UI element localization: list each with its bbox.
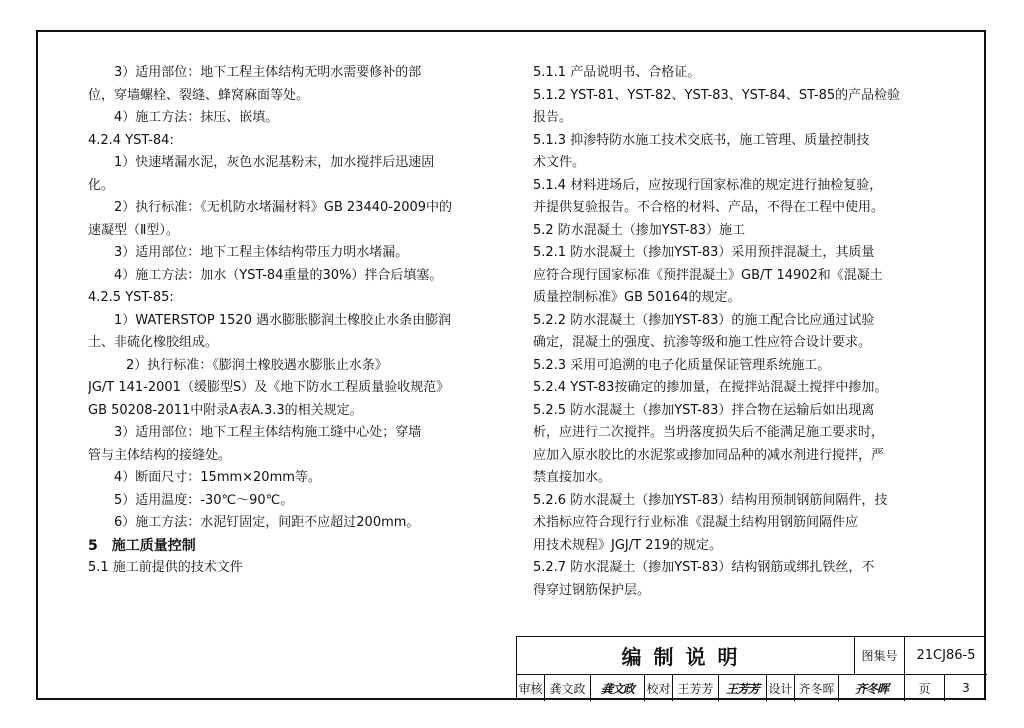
text-line: 5.2.1 防水混凝土（掺加YST-83）采用预拌混凝土，其质量 (533, 245, 875, 260)
text-line: 5.1.2 YST-81、YST-82、YST-83、YST-84、ST-85的产品检验 (533, 87, 901, 103)
text-line: 3）适用部位：地下工程主体结构无明水需要修补的部 (114, 65, 422, 80)
text-line: 土、非硫化橡胶组成。 (88, 335, 219, 350)
text-line: 应加入原水胶比的水泥浆或掺加同品种的减水剂进行搅拌，严 (533, 447, 885, 463)
text-line: 确定，混凝土的强度、抗渗等级和施工性应符合设计要求。 (533, 335, 872, 350)
text-line: 3）适用部位：地下工程主体结构施工缝中心处；穿墙 (114, 425, 422, 440)
text-line: 6）施工方法：水泥钉固定，间距不应超过200mm。 (114, 515, 420, 530)
text-line: 4）断面尺寸：15mm×20mm等。 (114, 470, 321, 485)
text-line: 术指标应符合现行行业标准《混凝土结构用钢筋间隔件应 (533, 515, 859, 530)
text-line: 得穿过钢筋保护层。 (533, 582, 651, 598)
sheet-title: 编制说明 (517, 637, 855, 675)
page-number: 3 (962, 681, 970, 695)
title-block (516, 636, 986, 700)
text-line: 用技术规程》JGJ/T 219的规定。 (533, 537, 723, 553)
review-label: 审核 (517, 675, 545, 701)
text-line: 析，应进行二次搅拌。当坍落度损失后不能满足施工要求时， (533, 425, 885, 440)
text-line: 报告。 (533, 110, 573, 125)
page-label: 页 (905, 675, 945, 701)
text-line: 位，穿墙螺栓、裂缝、蜂窝麻面等处。 (88, 87, 310, 103)
text-line: 4）施工方法：抹压、嵌填。 (114, 110, 279, 125)
text-line: 5.2.6 防水混凝土（掺加YST-83）结构用预制钢筋间隔件，技 (533, 492, 888, 508)
text-line: 5）适用温度：-30℃～90℃。 (114, 492, 294, 508)
text-line: 5.1.4 材料进场后，应按现行国家标准的规定进行抽检复验， (533, 177, 883, 193)
text-line: 质量控制标准》GB 50164的规定。 (533, 290, 741, 305)
reviewer-signature: 龚文政 (591, 675, 645, 701)
text-line: 5.1.1 产品说明书、合格证。 (533, 65, 701, 80)
right-column (533, 62, 943, 602)
reviewer-name: 龚文政 (545, 675, 591, 701)
text-line: 应符合现行国家标准《预拌混凝土》GB/T 14902和《混凝土 (533, 267, 883, 283)
text-line: JG/T 141-2001（缓膨型S）及《地下防水工程质量验收规范》 (88, 380, 450, 395)
text-line: 1）快速堵漏水泥，灰色水泥基粉末，加水搅拌后迅速固 (114, 155, 435, 170)
text-line: 化。 (88, 177, 115, 193)
section-heading: 4.2.4 YST-84: (88, 132, 174, 148)
text-line: GB 50208-2011中附录A表A.3.3的相关规定。 (88, 402, 363, 418)
text-line: 4）施工方法：加水（YST-84重量的30%）拌合后填塞。 (114, 267, 443, 283)
text-line: 5.2.3 采用可追溯的电子化质量保证管理系统施工。 (533, 357, 831, 373)
text-line: 速凝型（Ⅱ型）。 (88, 222, 179, 238)
designer-name: 齐冬晖 (795, 675, 839, 701)
left-column (88, 62, 502, 580)
text-line: 1）WATERSTOP 1520 遇水膨胀膨润土橡胶止水条由膨润 (114, 312, 452, 328)
section-heading: 4.2.5 YST-85: (88, 290, 174, 305)
checker-name: 王芳芳 (673, 675, 719, 701)
designer-signature: 齐冬晖 (839, 675, 905, 701)
section-heading: 5.1 施工前提供的技术文件 (88, 560, 243, 575)
text-line: 5.2.2 防水混凝土（掺加YST-83）的施工配合比应通过试验 (533, 312, 875, 328)
section-heading: 5.2 防水混凝土（掺加YST-83）施工 (533, 222, 745, 238)
text-line: 5.2.4 YST-83按确定的掺加量，在搅拌站混凝土搅拌中掺加。 (533, 380, 888, 395)
text-line: 管与主体结构的接缝处。 (88, 447, 232, 463)
text-line: 5.1.3 抑渗特防水施工技术交底书，施工管理、质量控制技 (533, 132, 870, 148)
text-line: 3）适用部位：地下工程主体结构带压力明水堵漏。 (114, 245, 409, 260)
atlas-number: 21CJ86-5 (905, 637, 987, 675)
text-line: 并提供复验报告。不合格的材料、产品，不得在工程中使用。 (533, 200, 885, 215)
text-line: 术文件。 (533, 155, 586, 170)
chapter-heading: 5 施工质量控制 (88, 537, 196, 554)
text-line: 5.2.7 防水混凝土（掺加YST-83）结构钢筋或绑扎铁丝，不 (533, 560, 875, 575)
text-line: 禁直接加水。 (533, 470, 612, 485)
design-label: 设计 (767, 675, 795, 701)
text-line: 5.2.5 防水混凝土（掺加YST-83）拌合物在运输后如出现离 (533, 402, 875, 418)
atlas-number-label: 图集号 (855, 637, 905, 675)
check-label: 校对 (645, 675, 673, 701)
text-line: 2）执行标准：《无机防水堵漏材料》GB 23440-2009中的 (114, 200, 453, 215)
checker-signature: 王芳芳 (719, 675, 767, 701)
text-line: 2）执行标准：《膨润土橡胶遇水膨胀止水条》 (126, 357, 388, 373)
